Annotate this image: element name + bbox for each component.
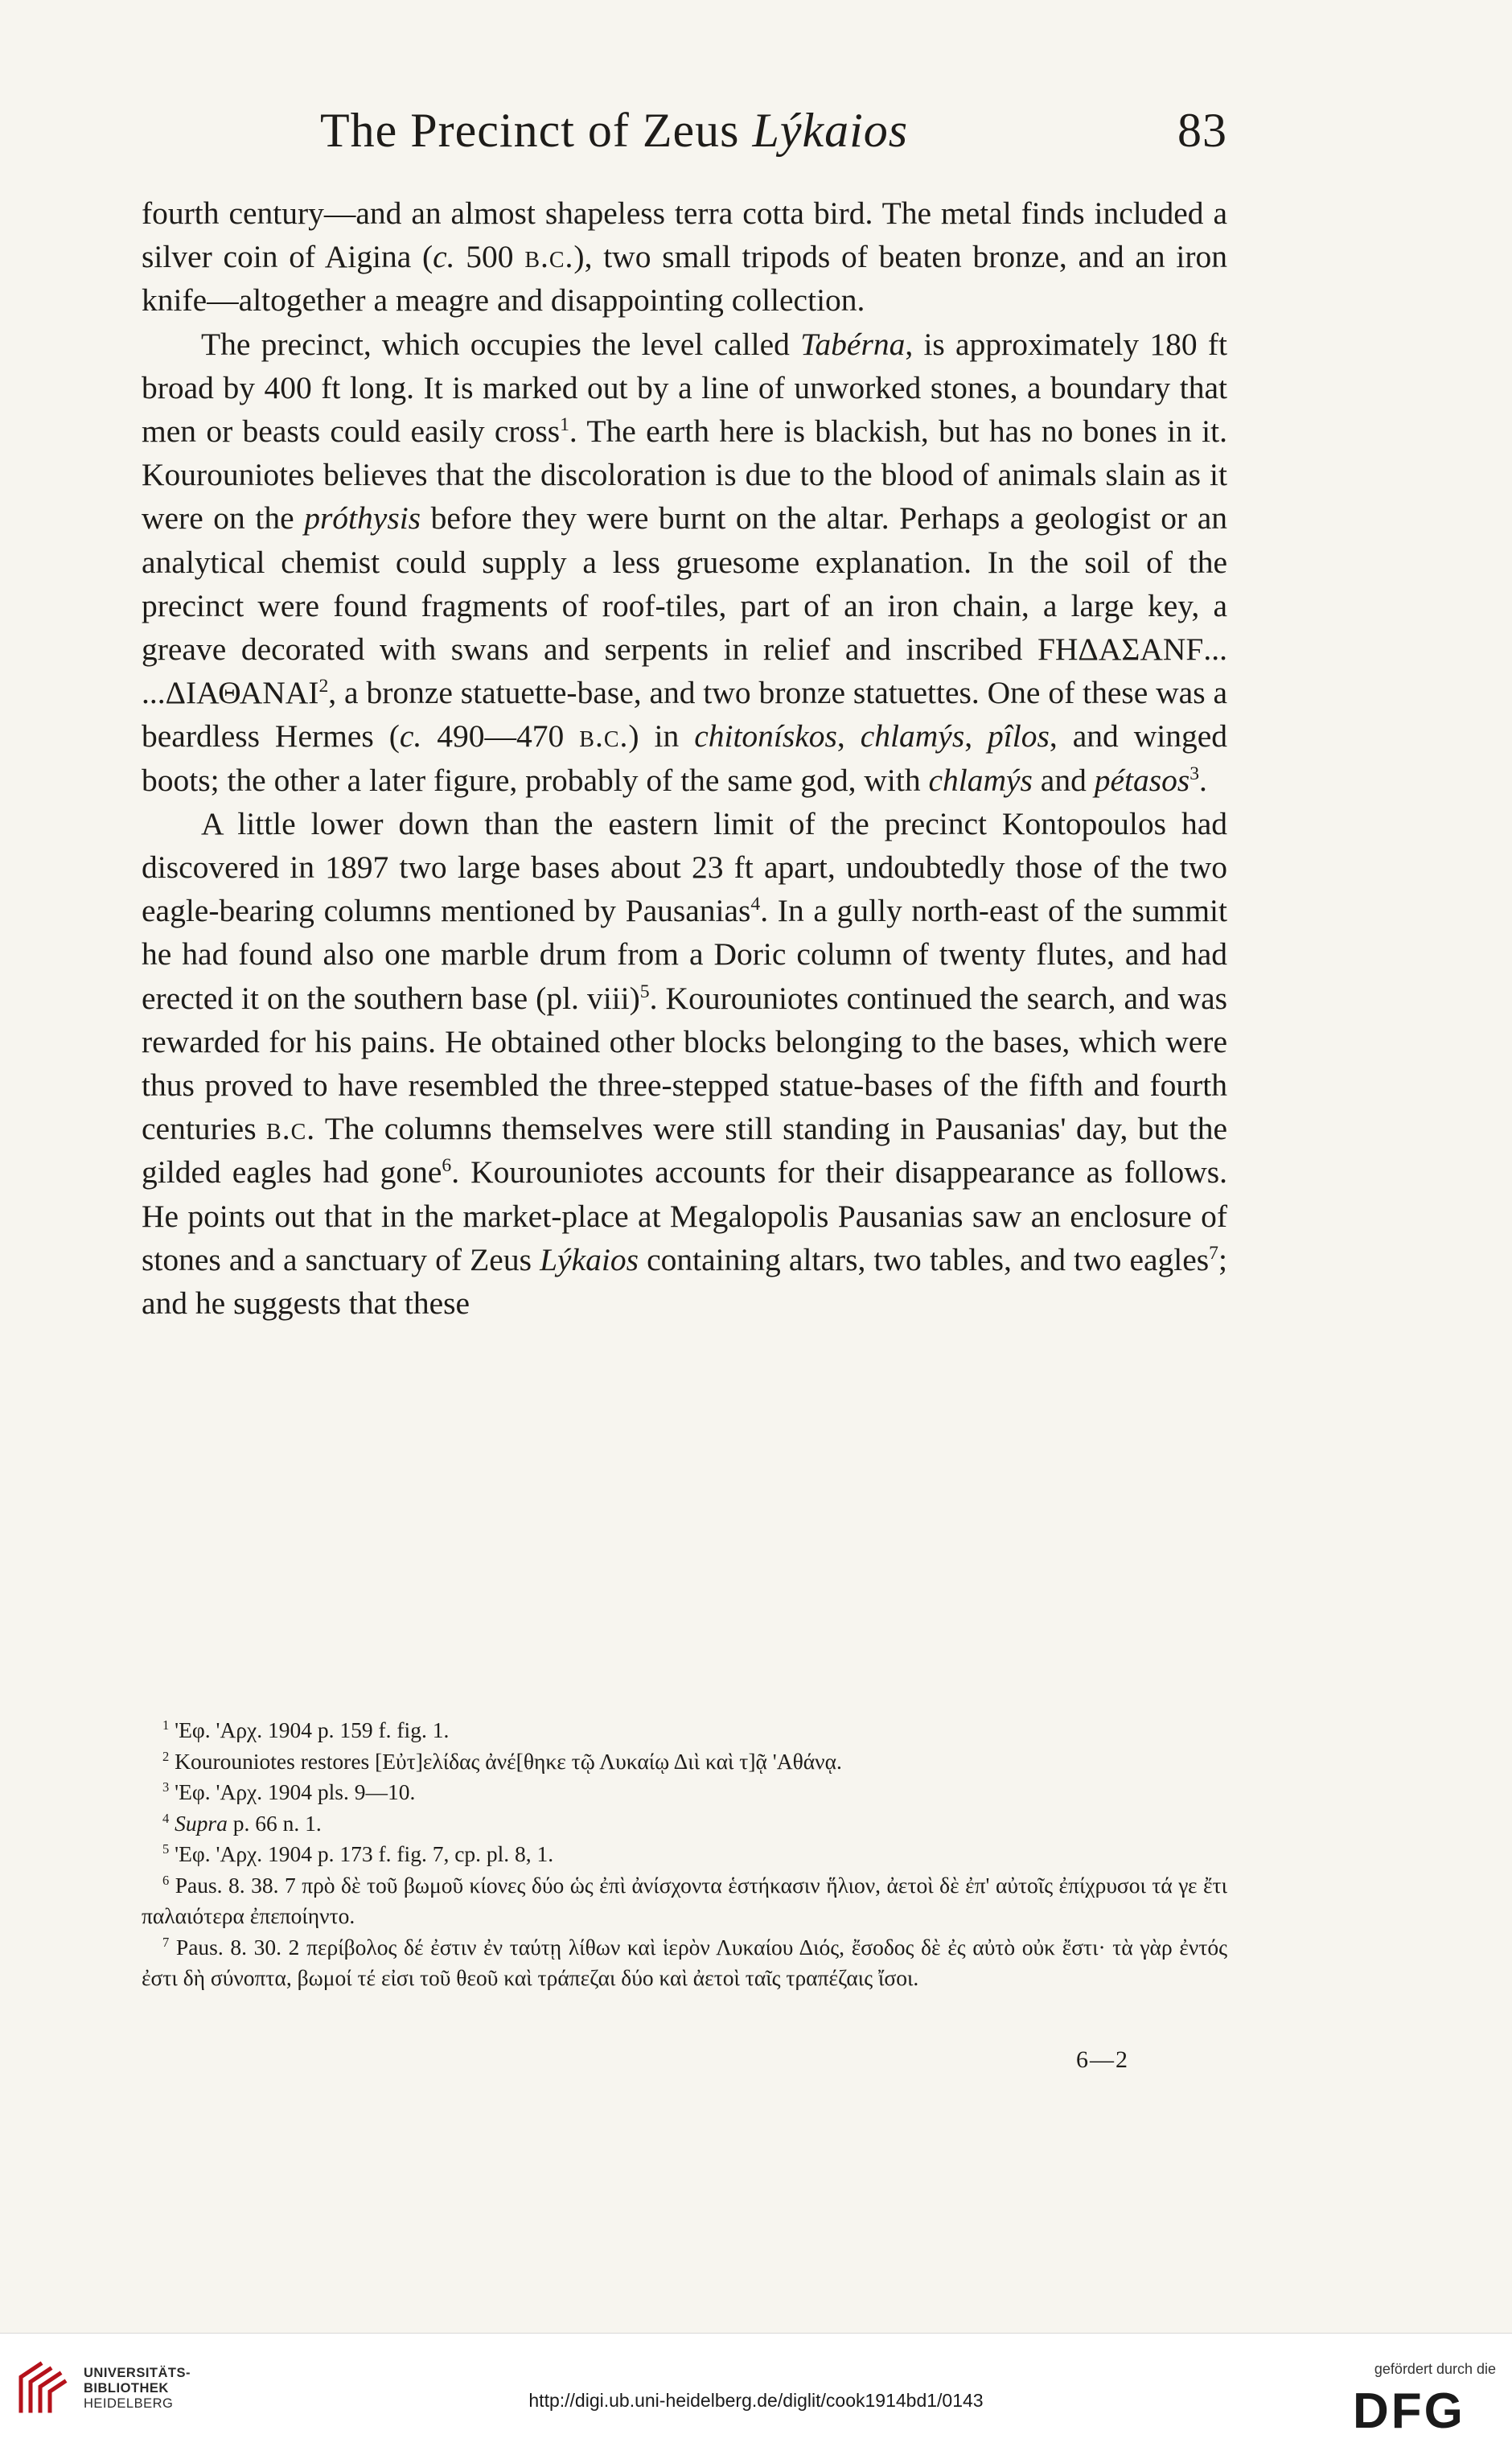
dfg-logo[interactable]: DFG <box>1353 2383 1465 2439</box>
title-italic: Lýkaios <box>752 104 909 157</box>
footnote-ref-1: 1 <box>560 413 569 435</box>
inscription-1: ϜΗΔΑΣΑΝϜ... <box>1037 631 1227 668</box>
footnote-ref-6: 6 <box>442 1155 452 1177</box>
page-title <box>320 103 908 158</box>
footnote-2: $^2$ Kourouniotes restores [Εὐτ]ελίδας ἀνέ[θηκε τῷ Λυκαίῳ Διὶ καὶ τ]ᾷ 'Αθάνᾳ. <box>162 1748 842 1774</box>
university-library-logo-icon[interactable] <box>16 2359 69 2416</box>
funder-caption: gefördert durch die <box>1374 2361 1496 2377</box>
title-roman: The Precinct of Zeus <box>320 104 753 157</box>
footnotes <box>142 1715 1227 1994</box>
page-number: 83 <box>1177 104 1227 157</box>
footnote-7: $^7$ Paus. 8. 30. 2 περίβολος δέ ἐστιν ἐν ταύτῃ λίθων καὶ ἱερὸν Λυκαίου Διός, ἔσοδος δὲ ἐς αὐτὸ οὐκ ἔστι· τὰ γὰρ ἐντός ἐστι δὴ σύνοπτα, βωμοί τέ εἰσι τοῦ θεοῦ καὶ τράπεζαι δύο καὶ ἀετοὶ ταῖς τραπέζαις ἴσοι. <box>142 1934 1228 1990</box>
footnote-5: $^5$ 'Εφ. 'Αρχ. 1904 p. 173 f. fig. 7, cp. pl. 8, 1. <box>162 1840 554 1866</box>
digitization-footer <box>0 2333 1512 2447</box>
footnote-ref-5: 5 <box>639 981 650 1002</box>
paragraph-3: A little lower down than the eastern limit of the precinct Kontopoulos had discovered in 1897 two large bases about 23 ft apart, undoubtedly those of the two eagle-bearing columns mentioned by Pausanias$^4$. In a gully north-east of the summit he had found also one marble drum from a Doric column of twenty flutes, and had erected it on the southern base (pl. viii)$^5$. Kourouniotes continued the search, and was rewarded for his pains. He obtained other blocks belonging to the bases, which were thus proved to have resembled the three-stepped statue-bases of the fifth and fourth centuries b.c. The columns themselves were still standing in Pausanias' day, but the gilded eagles had gone$^6$. Kourouniotes accounts for their disappearance as follows. He points out that in the market-place at Megalopolis Pausanias saw an enclosure of stones and a sanctuary of Zeus Lýkaios containing altars, two tables, and two eagles$^7$; and he suggests that these <box>142 805 1227 1322</box>
footnote-3: $^3$ 'Εφ. 'Αρχ. 1904 pls. 9—10. <box>162 1779 416 1804</box>
footnote-4: $^4$ Supra p. 66 n. 1. <box>162 1810 322 1836</box>
paragraph-2: The precinct, which occupies the level called Tabérna, is approximately 180 ft broad by 400 ft long. It is marked out by a line of unworked stones, a boundary that men or beasts could easily cross$^1$. The earth here is blackish, but has no bones in it. Kourouniotes believes that the discoloration is due to the blood of animals slain as it were on the próthysis before they were burnt on the altar. Perhaps a geologist or an analytical chemist could supply a less gruesome explanation. In the soil of the precinct were found fragments of roof-tiles, part of an iron chain, a large key, a greave decorated with swans and serpents in relief and inscribed ϜΗΔΑΣΑΝϜ... ...ΔΙΑΘΑΝΑΙ$^2$, a bronze statuette-base, and two bronze statuettes. One of these was a beardless Hermes (c. 490—470 b.c.) in chitonískos, chlamýs, pîlos, and winged boots; the other a later figure, probably of the same god, with chlamýs and pétasos$^3$. <box>142 326 1228 798</box>
signature-mark: 6—2 <box>1076 2046 1129 2073</box>
footnote-ref-7: 7 <box>1209 1242 1219 1264</box>
footnote-6: $^6$ Paus. 8. 38. 7 πρὸ δὲ τοῦ βωμοῦ κίονες δύο ὡς ἐπὶ ἀνίσχοντα ἑστήκασιν ἥλιον, ἀετοὶ δὲ ἐπ' αὐτοῖς ἐπίχρυσοι τά γε ἔτι παλαιότερα ἐπεποίηντο. <box>142 1872 1228 1928</box>
university-library-name: UNIVERSITÄTS- BIBLIOTHEK HEIDELBERG <box>84 2366 191 2411</box>
footnote-ref-2: 2 <box>318 676 329 697</box>
main-text <box>142 191 1227 1325</box>
permalink-url[interactable]: http://digi.ub.uni-heidelberg.de/diglit/cook1914bd1/0143 <box>528 2390 984 2411</box>
footnote-ref-4: 4 <box>750 894 761 915</box>
inscription-2: ...ΔΙΑΘΑΝΑΙ <box>142 675 319 711</box>
paragraph-1: fourth century—and an almost shapeless terra cotta bird. The metal finds included a silver coin of Aigina (c. 500 b.c.), two small tripods of beaten bronze, and an iron knife—altogether a meagre and disappointing collection. <box>142 195 1227 319</box>
footnote-ref-3: 3 <box>1189 763 1200 784</box>
footnote-1: $^1$ 'Εφ. 'Αρχ. 1904 p. 159 f. fig. 1. <box>162 1717 450 1742</box>
